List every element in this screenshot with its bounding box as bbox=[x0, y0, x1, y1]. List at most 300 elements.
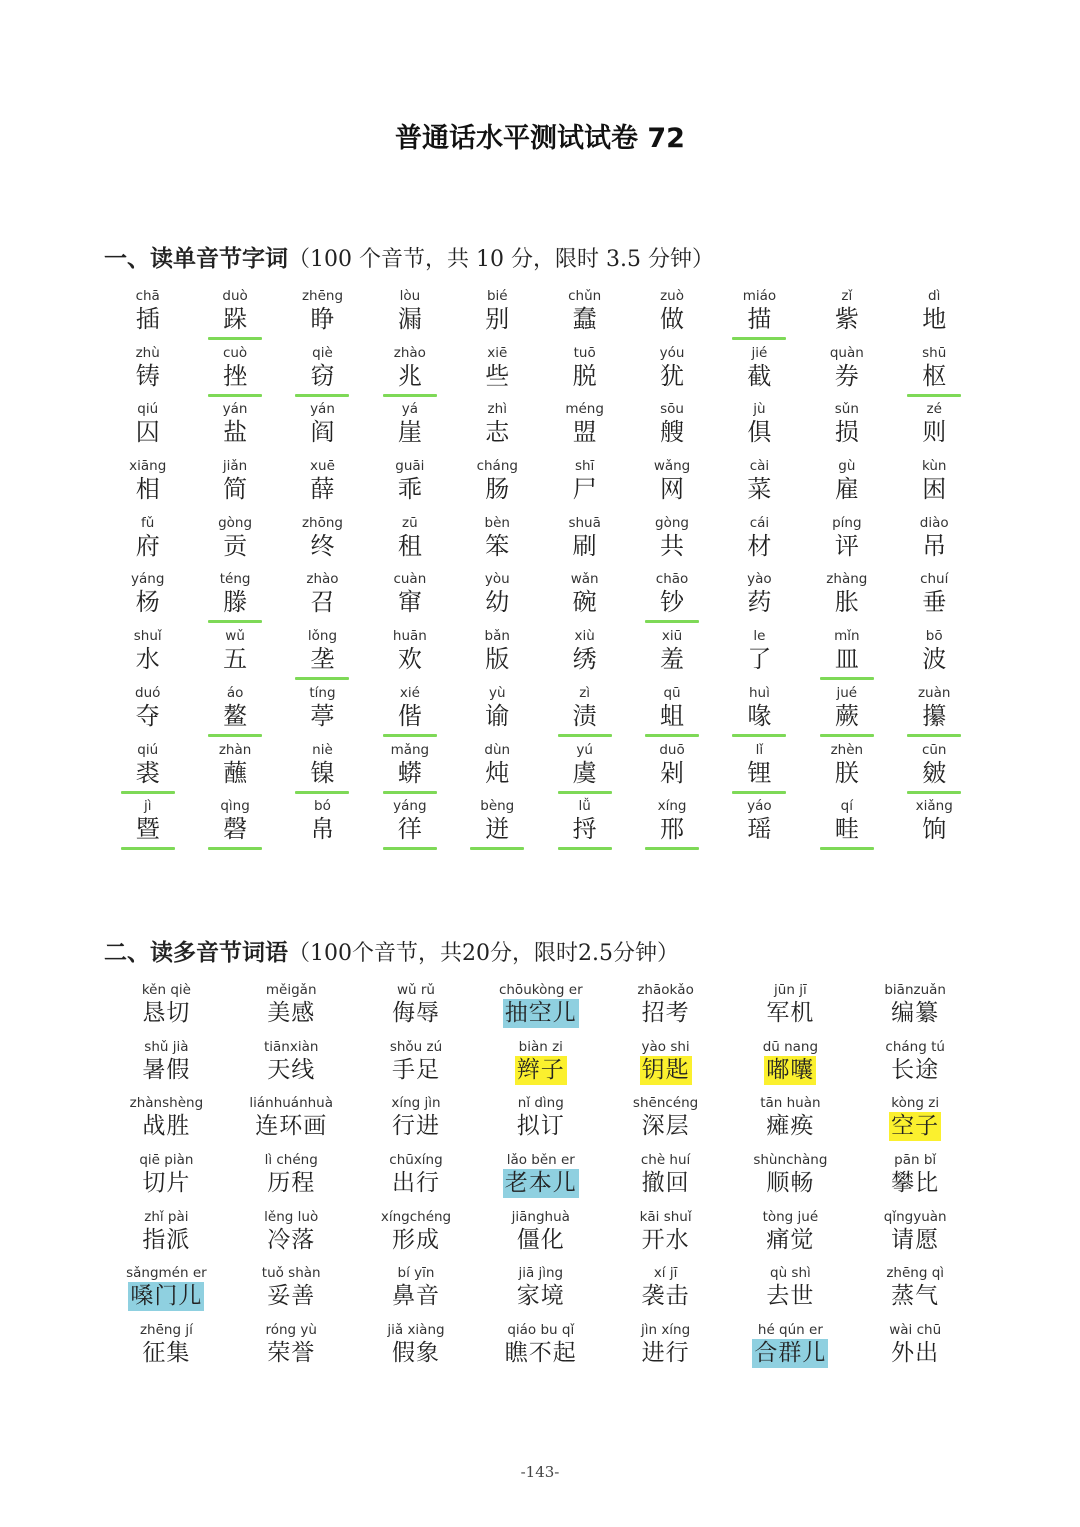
pinyin-label: yào shi bbox=[641, 1038, 690, 1055]
pinyin-label: shuā bbox=[568, 514, 601, 531]
pinyin-label: quàn bbox=[829, 344, 864, 361]
single-syllable-item bbox=[628, 401, 715, 458]
hanzi-text: 瞧不起 bbox=[504, 1340, 577, 1367]
pinyin-label: kěn qiè bbox=[141, 982, 191, 998]
pinyin-label: shǔ jià bbox=[144, 1038, 189, 1055]
single-syllable-item bbox=[366, 288, 453, 345]
single-syllable-item bbox=[803, 345, 890, 402]
hanzi-text: 乖 bbox=[397, 475, 422, 504]
pinyin-label: cūn bbox=[921, 741, 947, 758]
green-underline-mark bbox=[208, 620, 262, 623]
pinyin-label: kùn bbox=[921, 458, 947, 475]
pinyin-label: chè huí bbox=[640, 1152, 691, 1169]
single-syllable-item bbox=[454, 685, 541, 742]
multi-syllable-item bbox=[478, 1322, 603, 1379]
single-syllable-item bbox=[891, 515, 978, 572]
pinyin-label: jiǎ xiàng bbox=[387, 1322, 445, 1339]
pinyin-label: áo bbox=[226, 684, 244, 701]
single-syllable-item bbox=[541, 685, 628, 742]
pinyin-label: yáng bbox=[393, 798, 427, 815]
single-syllable-item bbox=[454, 628, 541, 685]
hanzi-text: 别 bbox=[485, 305, 510, 333]
single-syllable-item bbox=[366, 458, 453, 515]
multi-syllable-item bbox=[853, 1095, 978, 1152]
green-underline-mark bbox=[121, 791, 175, 794]
pinyin-label: qìng bbox=[220, 798, 250, 815]
hanzi-text: 盟 bbox=[572, 418, 597, 447]
hanzi-text: 垄 bbox=[310, 645, 335, 674]
hanzi-text: 冷落 bbox=[267, 1226, 316, 1253]
hanzi-text: 去世 bbox=[766, 1283, 815, 1310]
single-syllable-item bbox=[541, 345, 628, 402]
pinyin-label: cháng bbox=[476, 458, 518, 475]
green-underline-mark bbox=[121, 847, 175, 850]
hanzi-text: 迸 bbox=[485, 815, 510, 844]
single-syllable-item bbox=[803, 401, 890, 458]
hanzi-text: 谕 bbox=[485, 701, 510, 730]
hanzi-text: 锂 bbox=[747, 758, 772, 787]
pinyin-label: bō bbox=[925, 628, 943, 645]
hanzi-text: 损 bbox=[834, 418, 859, 447]
pinyin-label: wǔ bbox=[225, 628, 245, 645]
pinyin-label: cuàn bbox=[393, 571, 427, 588]
hanzi-text: 合群儿 bbox=[754, 1340, 827, 1367]
hanzi-text: 炖 bbox=[485, 758, 510, 787]
hanzi-text: 行进 bbox=[391, 1113, 440, 1140]
multi-syllable-item bbox=[853, 1265, 978, 1322]
pinyin-label: zhǐ pài bbox=[144, 1208, 189, 1225]
single-syllable-item bbox=[454, 742, 541, 799]
single-syllable-item bbox=[716, 628, 803, 685]
pinyin-label: mǐn bbox=[834, 628, 860, 645]
hanzi-text: 顺畅 bbox=[766, 1170, 815, 1197]
single-syllable-item bbox=[454, 288, 541, 345]
single-syllable-item bbox=[279, 401, 366, 458]
pinyin-label: biānzuǎn bbox=[884, 982, 946, 998]
single-syllable-item bbox=[279, 458, 366, 515]
single-syllable-item bbox=[628, 742, 715, 799]
pinyin-label: lì chéng bbox=[264, 1152, 318, 1169]
pinyin-label: qiē piàn bbox=[139, 1152, 194, 1169]
hanzi-text: 简 bbox=[223, 475, 248, 504]
pinyin-label: chūxíng bbox=[389, 1152, 443, 1169]
hanzi-text: 瘫痪 bbox=[766, 1113, 815, 1140]
hanzi-text: 渍 bbox=[572, 701, 597, 730]
pinyin-label: qù shì bbox=[770, 1265, 811, 1282]
green-underline-mark bbox=[645, 734, 699, 737]
single-syllable-item bbox=[716, 742, 803, 799]
pinyin-label: wǎng bbox=[653, 458, 691, 475]
hanzi-text: 雇 bbox=[834, 475, 859, 504]
single-syllable-item bbox=[104, 288, 191, 345]
pinyin-label: pān bǐ bbox=[894, 1152, 937, 1169]
pinyin-label: shǒu zú bbox=[389, 1038, 443, 1055]
hanzi-text: 菜 bbox=[747, 475, 772, 504]
multi-syllable-item bbox=[853, 1322, 978, 1379]
hanzi-text: 形成 bbox=[391, 1226, 440, 1253]
pinyin-label: gòng bbox=[218, 514, 253, 531]
hanzi-text: 睁 bbox=[310, 305, 335, 333]
pinyin-label: huān bbox=[392, 628, 427, 645]
hanzi-text: 钥匙 bbox=[641, 1056, 690, 1083]
pinyin-label: bié bbox=[486, 288, 508, 304]
pinyin-label: jiā jìng bbox=[518, 1265, 564, 1282]
hanzi-text: 鳌 bbox=[223, 701, 248, 730]
single-syllable-item bbox=[366, 345, 453, 402]
hanzi-text: 刷 bbox=[572, 531, 597, 560]
hanzi-text: 杨 bbox=[135, 588, 160, 617]
green-underline-mark bbox=[732, 791, 786, 794]
hanzi-text: 磬 bbox=[223, 815, 248, 844]
green-underline-mark bbox=[208, 734, 262, 737]
multi-syllable-item bbox=[478, 1209, 603, 1266]
single-syllable-item bbox=[716, 345, 803, 402]
single-syllable-item bbox=[104, 685, 191, 742]
green-underline-mark bbox=[558, 847, 612, 850]
pinyin-label: tiānxiàn bbox=[263, 1038, 319, 1055]
hanzi-text: 则 bbox=[922, 418, 947, 447]
pinyin-label: yáng bbox=[131, 571, 165, 588]
single-syllable-item bbox=[279, 345, 366, 402]
hanzi-text: 暑假 bbox=[142, 1056, 191, 1083]
multi-syllable-item bbox=[354, 1152, 479, 1209]
hanzi-text: 历程 bbox=[267, 1170, 316, 1197]
hanzi-text: 征集 bbox=[142, 1340, 191, 1367]
hanzi-text: 挫 bbox=[223, 361, 248, 390]
single-syllable-item bbox=[191, 515, 278, 572]
pinyin-label: biàn zi bbox=[518, 1038, 563, 1055]
single-syllable-item bbox=[366, 742, 453, 799]
pinyin-label: cài bbox=[749, 458, 770, 475]
green-underline-mark bbox=[558, 734, 612, 737]
single-syllable-item bbox=[366, 628, 453, 685]
hanzi-text: 夺 bbox=[135, 701, 160, 730]
multi-syllable-item bbox=[229, 1039, 354, 1096]
green-underline-mark bbox=[295, 677, 349, 680]
pinyin-label: zhàn bbox=[218, 741, 252, 758]
green-underline-mark bbox=[732, 734, 786, 737]
multi-syllable-item bbox=[853, 1209, 978, 1266]
hanzi-text: 截 bbox=[747, 361, 772, 390]
single-syllable-item bbox=[803, 571, 890, 628]
pinyin-label: píng bbox=[832, 514, 862, 531]
single-syllable-item bbox=[716, 571, 803, 628]
hanzi-text: 招考 bbox=[641, 1000, 690, 1026]
single-syllable-item bbox=[716, 798, 803, 855]
single-syllable-item bbox=[628, 345, 715, 402]
hanzi-text: 脱 bbox=[572, 361, 597, 390]
multi-syllable-item bbox=[478, 1152, 603, 1209]
single-syllable-item bbox=[454, 571, 541, 628]
pinyin-label: guāi bbox=[395, 458, 425, 475]
hanzi-text: 徉 bbox=[397, 815, 422, 844]
single-syllable-item bbox=[366, 515, 453, 572]
hanzi-text: 网 bbox=[660, 475, 685, 504]
hanzi-text: 家境 bbox=[516, 1283, 565, 1310]
hanzi-text: 绣 bbox=[572, 645, 597, 674]
single-syllable-item bbox=[541, 458, 628, 515]
hanzi-text: 蛆 bbox=[660, 701, 685, 730]
multi-syllable-item bbox=[853, 982, 978, 1039]
pinyin-label: le bbox=[753, 628, 766, 645]
pinyin-label: shuǐ bbox=[133, 628, 162, 645]
pinyin-label: xíngchéng bbox=[380, 1208, 452, 1225]
hanzi-text: 痛觉 bbox=[766, 1226, 815, 1253]
pinyin-label: měigǎn bbox=[265, 982, 317, 998]
pinyin-label: nǐ dìng bbox=[517, 1095, 564, 1112]
hanzi-text: 手足 bbox=[391, 1056, 440, 1083]
single-syllable-item bbox=[891, 571, 978, 628]
single-syllable-item bbox=[454, 515, 541, 572]
single-syllable-item bbox=[891, 458, 978, 515]
pinyin-label: dū nang bbox=[762, 1038, 819, 1055]
pinyin-label: lǚ bbox=[578, 798, 591, 815]
green-underline-mark bbox=[558, 791, 612, 794]
multi-syllable-item bbox=[728, 1152, 853, 1209]
pinyin-label: gù bbox=[838, 458, 856, 475]
pinyin-label: tuǒ shàn bbox=[261, 1265, 321, 1282]
multi-syllable-item bbox=[603, 1209, 728, 1266]
multi-syllable-item bbox=[728, 1322, 853, 1379]
green-underline-mark bbox=[208, 337, 262, 340]
single-syllable-item bbox=[191, 742, 278, 799]
multi-syllable-item bbox=[478, 1265, 603, 1322]
single-syllable-item bbox=[366, 401, 453, 458]
single-syllable-item bbox=[279, 288, 366, 345]
pinyin-label: gòng bbox=[655, 514, 690, 531]
multi-syllable-item bbox=[104, 1152, 229, 1209]
pinyin-label: duò bbox=[222, 288, 248, 304]
green-underline-mark bbox=[295, 791, 349, 794]
single-syllable-item bbox=[541, 401, 628, 458]
multi-syllable-item bbox=[354, 1095, 479, 1152]
page-title: 普通话水平测试试卷 72 bbox=[395, 123, 685, 154]
single-syllable-item bbox=[191, 628, 278, 685]
pinyin-label: xuē bbox=[310, 458, 335, 475]
hanzi-text: 空子 bbox=[891, 1113, 940, 1140]
hanzi-text: 编纂 bbox=[891, 1000, 940, 1026]
hanzi-text: 蟒 bbox=[397, 758, 422, 787]
single-syllable-item bbox=[541, 571, 628, 628]
pinyin-label: zhào bbox=[306, 571, 339, 588]
pinyin-label: chuí bbox=[920, 571, 949, 588]
hanzi-text: 妥善 bbox=[267, 1283, 316, 1310]
single-syllable-item bbox=[541, 515, 628, 572]
hanzi-text: 盐 bbox=[223, 418, 248, 447]
pinyin-label: shùnchàng bbox=[753, 1152, 828, 1169]
hanzi-text: 侮辱 bbox=[391, 1000, 440, 1026]
single-syllable-item bbox=[628, 628, 715, 685]
hanzi-text: 饷 bbox=[922, 815, 947, 844]
pinyin-label: jué bbox=[836, 684, 858, 701]
single-syllable-item bbox=[191, 685, 278, 742]
hanzi-text: 长途 bbox=[891, 1056, 940, 1083]
pinyin-label: jì bbox=[143, 798, 152, 815]
single-syllable-item bbox=[366, 685, 453, 742]
single-syllable-item bbox=[191, 458, 278, 515]
hanzi-text: 枢 bbox=[922, 361, 947, 390]
pinyin-label: shī bbox=[574, 458, 595, 475]
pinyin-label: jiǎn bbox=[222, 458, 248, 475]
hanzi-text: 蠢 bbox=[572, 305, 597, 333]
hanzi-text: 些 bbox=[485, 361, 510, 390]
pinyin-label: qiú bbox=[137, 741, 159, 758]
pinyin-label: niè bbox=[312, 741, 333, 758]
green-underline-mark bbox=[295, 394, 349, 397]
single-syllable-grid bbox=[104, 288, 978, 855]
section1-heading-note: （100 个音节，共 10 分，限时 3.5 分钟） bbox=[288, 247, 714, 272]
hanzi-text: 了 bbox=[747, 645, 772, 674]
pinyin-label: huì bbox=[748, 684, 770, 701]
pinyin-label: jūn jī bbox=[774, 982, 807, 998]
single-syllable-item bbox=[803, 798, 890, 855]
green-underline-mark bbox=[208, 394, 262, 397]
pinyin-label: miáo bbox=[742, 288, 777, 304]
hanzi-text: 紫 bbox=[834, 305, 859, 333]
hanzi-text: 喙 bbox=[747, 701, 772, 730]
hanzi-text: 囚 bbox=[135, 418, 160, 447]
pinyin-label: jù bbox=[753, 401, 766, 418]
multi-syllable-item bbox=[603, 1039, 728, 1096]
multi-syllable-item bbox=[728, 982, 853, 1039]
single-syllable-item bbox=[628, 571, 715, 628]
pinyin-label: sǎngmén er bbox=[126, 1265, 207, 1282]
hanzi-text: 连环画 bbox=[255, 1113, 328, 1140]
pinyin-label: zhèn bbox=[830, 741, 864, 758]
single-syllable-item bbox=[541, 798, 628, 855]
hanzi-text: 铸 bbox=[135, 361, 160, 390]
hanzi-text: 窃 bbox=[310, 361, 335, 390]
green-underline-mark bbox=[907, 734, 961, 737]
pinyin-label: zé bbox=[926, 401, 942, 418]
single-syllable-item bbox=[104, 798, 191, 855]
hanzi-text: 波 bbox=[922, 645, 947, 674]
hanzi-text: 镍 bbox=[310, 758, 335, 787]
pinyin-label: zhēng jí bbox=[139, 1322, 193, 1339]
pinyin-label: diào bbox=[919, 514, 949, 531]
hanzi-text: 僵化 bbox=[516, 1226, 565, 1253]
pinyin-label: shū bbox=[922, 344, 947, 361]
green-underline-mark bbox=[383, 734, 437, 737]
single-syllable-item bbox=[104, 458, 191, 515]
hanzi-text: 租 bbox=[397, 531, 422, 560]
hanzi-text: 犹 bbox=[660, 361, 685, 390]
multi-syllable-item bbox=[728, 1265, 853, 1322]
hanzi-text: 天线 bbox=[267, 1056, 316, 1083]
pinyin-label: sǔn bbox=[834, 401, 859, 418]
single-syllable-item bbox=[279, 515, 366, 572]
hanzi-text: 偕 bbox=[397, 701, 422, 730]
pinyin-label: qǐngyuàn bbox=[883, 1208, 947, 1225]
single-syllable-item bbox=[803, 742, 890, 799]
pinyin-label: chā bbox=[135, 288, 160, 304]
pinyin-label: zhì bbox=[487, 401, 507, 418]
pinyin-label: jiānghuà bbox=[511, 1208, 570, 1225]
multi-syllable-item bbox=[603, 1152, 728, 1209]
hanzi-text: 吊 bbox=[922, 531, 947, 560]
single-syllable-item bbox=[104, 345, 191, 402]
multi-syllable-item bbox=[728, 1095, 853, 1152]
multi-syllable-grid bbox=[104, 982, 978, 1379]
pinyin-label: mǎng bbox=[390, 741, 430, 758]
hanzi-text: 假象 bbox=[391, 1340, 440, 1367]
pinyin-label: yáo bbox=[747, 798, 772, 815]
pinyin-label: xiē bbox=[487, 344, 508, 361]
hanzi-text: 券 bbox=[834, 361, 859, 390]
pinyin-label: róng yù bbox=[265, 1322, 317, 1339]
pinyin-label: dì bbox=[928, 288, 941, 304]
hanzi-text: 俱 bbox=[747, 418, 772, 447]
single-syllable-item bbox=[716, 401, 803, 458]
hanzi-text: 鼻音 bbox=[391, 1283, 440, 1310]
single-syllable-item bbox=[803, 685, 890, 742]
hanzi-text: 幼 bbox=[485, 588, 510, 617]
single-syllable-item bbox=[279, 742, 366, 799]
hanzi-text: 老本儿 bbox=[504, 1170, 577, 1197]
single-syllable-item bbox=[803, 628, 890, 685]
hanzi-text: 崖 bbox=[397, 418, 422, 447]
single-syllable-item bbox=[891, 401, 978, 458]
pinyin-label: chǔn bbox=[568, 288, 602, 304]
pinyin-label: zhāokǎo bbox=[637, 982, 694, 998]
hanzi-text: 帛 bbox=[310, 815, 335, 844]
hanzi-text: 垂 bbox=[922, 588, 947, 617]
single-syllable-item bbox=[191, 401, 278, 458]
single-syllable-item bbox=[716, 288, 803, 345]
multi-syllable-item bbox=[728, 1039, 853, 1096]
hanzi-text: 做 bbox=[660, 305, 685, 333]
single-syllable-item bbox=[716, 685, 803, 742]
hanzi-text: 贡 bbox=[223, 531, 248, 560]
multi-syllable-item bbox=[229, 1095, 354, 1152]
green-underline-mark bbox=[732, 337, 786, 340]
pinyin-label: xí jī bbox=[653, 1265, 678, 1282]
hanzi-text: 袭击 bbox=[641, 1283, 690, 1310]
single-syllable-item bbox=[279, 571, 366, 628]
multi-syllable-item bbox=[478, 1039, 603, 1096]
hanzi-text: 捋 bbox=[572, 815, 597, 844]
single-syllable-item bbox=[104, 628, 191, 685]
hanzi-text: 攀比 bbox=[891, 1170, 940, 1197]
multi-syllable-item bbox=[853, 1039, 978, 1096]
hanzi-text: 裘 bbox=[135, 758, 160, 787]
hanzi-text: 恳切 bbox=[142, 1000, 191, 1026]
multi-syllable-item bbox=[478, 1095, 603, 1152]
hanzi-text: 阎 bbox=[310, 418, 335, 447]
hanzi-text: 出行 bbox=[391, 1170, 440, 1197]
multi-syllable-item bbox=[354, 1209, 479, 1266]
hanzi-text: 志 bbox=[485, 418, 510, 447]
hanzi-text: 指派 bbox=[142, 1226, 191, 1253]
hanzi-text: 邢 bbox=[660, 815, 685, 844]
pinyin-label: téng bbox=[219, 571, 251, 588]
hanzi-text: 药 bbox=[747, 588, 772, 617]
multi-syllable-item bbox=[229, 1152, 354, 1209]
multi-syllable-item bbox=[229, 982, 354, 1039]
pinyin-label: qiè bbox=[312, 344, 333, 361]
multi-syllable-item bbox=[104, 1095, 229, 1152]
hanzi-text: 剁 bbox=[660, 758, 685, 787]
multi-syllable-item bbox=[104, 1209, 229, 1266]
multi-syllable-item bbox=[229, 1322, 354, 1379]
hanzi-text: 战胜 bbox=[142, 1113, 191, 1140]
pinyin-label: xiù bbox=[574, 628, 595, 645]
hanzi-text: 辫子 bbox=[516, 1056, 565, 1083]
pinyin-label: tān huàn bbox=[760, 1095, 821, 1112]
pinyin-label: tuō bbox=[573, 344, 596, 361]
hanzi-text: 薛 bbox=[310, 475, 335, 504]
hanzi-text: 暨 bbox=[135, 815, 160, 844]
